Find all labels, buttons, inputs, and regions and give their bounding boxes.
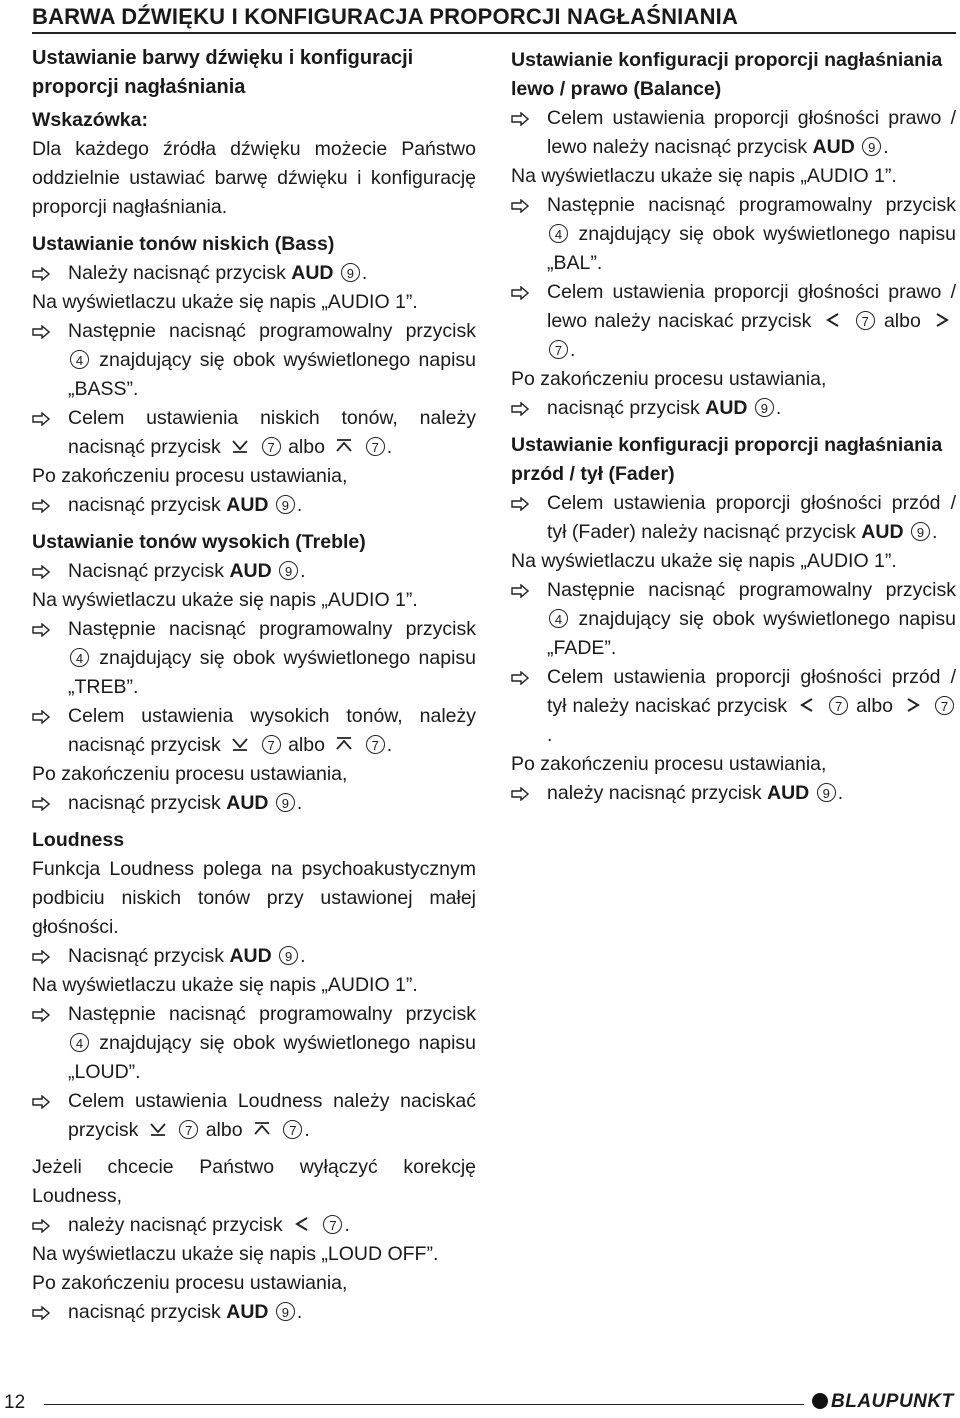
loudness-step-5: nacisnąć przycisk AUD 9 .	[32, 1298, 476, 1327]
treble-heading: Ustawianie tonów wysokich (Treble)	[32, 531, 366, 553]
loudness-desc: Funkcja Loudness polega na psychoakustycznym podbiciu niskich tonów przy ustawionej małej głośności.	[32, 858, 476, 938]
arrow-right-icon	[511, 584, 529, 598]
right-key-icon	[903, 693, 923, 709]
brand-dot-icon	[812, 1393, 828, 1409]
bass-step-4: nacisnąć przycisk AUD 9 .	[32, 491, 476, 520]
loudness-step-4: należy nacisnąć przycisk 7 .	[32, 1211, 476, 1240]
aud-key: AUD	[226, 792, 269, 814]
bass-step-1: Należy nacisnąć przycisk AUD 9 .	[32, 259, 476, 288]
display-text: Na wyświetlaczu ukaże się napis „AUDIO 1”.	[32, 974, 418, 996]
down-key-icon	[148, 1117, 168, 1133]
section-heading: Ustawianie barwy dźwięku i konfiguracji proporcji nagłaśniania	[32, 47, 414, 98]
up-key-icon	[334, 434, 354, 450]
display-text: Na wyświetlaczu ukaże się napis „AUDIO 1”.	[32, 291, 418, 313]
aud-key: AUD	[291, 262, 334, 284]
brand-logo	[812, 1391, 954, 1413]
fader-step-1: Celem ustawienia proporcji głośności przód / tył (Fader) należy nacisnąć przycisk AUD 9 .	[511, 489, 956, 547]
arrow-right-icon	[32, 623, 50, 637]
arrow-right-icon	[511, 112, 529, 126]
aud-key: AUD	[812, 136, 855, 158]
key-number-7: 7	[549, 340, 568, 359]
aud-key: AUD	[226, 494, 269, 516]
loudness-step-1: Nacisnąć przycisk AUD 9 .	[32, 942, 476, 971]
arrow-right-icon	[32, 412, 50, 426]
arrow-right-icon	[32, 1008, 50, 1022]
after-text: Po zakończeniu procesu ustawiania,	[32, 465, 348, 487]
arrow-right-icon	[32, 325, 50, 339]
arrow-right-icon	[32, 1306, 50, 1320]
left-key-icon	[797, 693, 817, 709]
arrow-right-icon	[32, 1219, 50, 1233]
up-key-icon	[334, 732, 354, 748]
treble-step-3: Celem ustawienia wysokich tonów, należy nacisnąć przycisk 7 albo 7 .	[32, 702, 476, 760]
key-number-4: 4	[549, 609, 568, 628]
key-number-9: 9	[755, 398, 774, 417]
aud-key: AUD	[705, 397, 748, 419]
arrow-right-icon	[32, 267, 50, 281]
fader-heading: Ustawianie konfiguracji proporcji nagłaśniania przód / tył (Fader)	[511, 434, 943, 485]
key-number-7: 7	[283, 1120, 302, 1139]
balance-step-2: Następnie nacisnąć programowalny przycisk 4 znajdujący się obok wyświetlonego napisu „BAL”.	[511, 191, 956, 278]
treble-step-2: Następnie nacisnąć programowalny przycisk 4 znajdujący się obok wyświetlonego napisu „TREB”.	[32, 615, 476, 702]
arrow-right-icon	[511, 199, 529, 213]
down-key-icon	[230, 434, 250, 450]
key-number-9: 9	[276, 793, 295, 812]
key-number-7: 7	[262, 735, 281, 754]
arrow-right-icon	[32, 1095, 50, 1109]
up-key-icon	[252, 1117, 272, 1133]
balance-step-3: Celem ustawienia proporcji głośności prawo / lewo należy naciskać przycisk 7 albo 7 .	[511, 278, 956, 365]
balance-heading: Ustawianie konfiguracji proporcji nagłaśniania lewo / prawo (Balance)	[511, 49, 943, 100]
aud-key: AUD	[861, 521, 904, 543]
arrow-right-icon	[32, 950, 50, 964]
aud-key: AUD	[226, 1301, 269, 1323]
key-number-4: 4	[70, 648, 89, 667]
arrow-right-icon	[32, 565, 50, 579]
page-title: BARWA DŹWIĘKU I KONFIGURACJA PROPORCJI NAGŁAŚNIANIA	[32, 4, 739, 29]
fader-step-4: należy nacisnąć przycisk AUD 9 .	[511, 779, 956, 808]
arrow-right-icon	[32, 797, 50, 811]
key-number-9: 9	[341, 263, 360, 282]
loudness-off-text: Jeżeli chcecie Państwo wyłączyć korekcję Loudness,	[32, 1156, 476, 1207]
after-text: Po zakończeniu procesu ustawiania,	[511, 753, 827, 775]
arrow-right-icon	[511, 787, 529, 801]
left-column	[32, 44, 476, 1327]
key-number-4: 4	[70, 1033, 89, 1052]
arrow-right-icon	[511, 286, 529, 300]
bass-heading: Ustawianie tonów niskich (Bass)	[32, 233, 335, 255]
fader-step-3: Celem ustawienia proporcji głośności przód / tył należy naciskać przycisk 7 albo 7.	[511, 663, 956, 750]
key-number-4: 4	[549, 224, 568, 243]
arrow-right-icon	[511, 671, 529, 685]
key-number-7: 7	[179, 1120, 198, 1139]
after-text: Po zakończeniu procesu ustawiania,	[32, 1272, 348, 1294]
balance-step-1: Celem ustawienia proporcji głośności prawo / lewo należy nacisnąć przycisk AUD 9 .	[511, 104, 956, 162]
aud-key: AUD	[229, 945, 272, 967]
display-text: Na wyświetlaczu ukaże się napis „AUDIO 1”.	[511, 165, 897, 187]
key-number-7: 7	[935, 696, 954, 715]
arrow-right-icon	[511, 497, 529, 511]
after-text: Po zakończeniu procesu ustawiania,	[32, 763, 348, 785]
arrow-right-icon	[511, 402, 529, 416]
key-number-9: 9	[279, 561, 298, 580]
display-text: Na wyświetlaczu ukaże się napis „AUDIO 1”.	[511, 550, 897, 572]
key-number-9: 9	[279, 946, 298, 965]
display-off-text: Na wyświetlaczu ukaże się napis „LOUD OFF”.	[32, 1243, 439, 1265]
key-number-9: 9	[276, 495, 295, 514]
footer-divider	[44, 1404, 804, 1405]
key-number-7: 7	[829, 696, 848, 715]
key-number-7: 7	[856, 311, 875, 330]
note-label: Wskazówka:	[32, 109, 148, 131]
key-number-9: 9	[862, 137, 881, 156]
aud-key: AUD	[767, 782, 810, 804]
right-column	[511, 44, 956, 808]
key-number-7: 7	[366, 735, 385, 754]
treble-step-1: Nacisnąć przycisk AUD 9 .	[32, 557, 476, 586]
page-number: 12	[4, 1392, 26, 1413]
right-key-icon	[932, 308, 952, 324]
bass-step-2: Następnie nacisnąć programowalny przycisk 4 znajdujący się obok wyświetlonego napisu „BASS”.	[32, 317, 476, 404]
loudness-step-2: Następnie nacisnąć programowalny przycisk 4 znajdujący się obok wyświetlonego napisu „LOUD”.	[32, 1000, 476, 1087]
bass-step-3: Celem ustawienia niskich tonów, należy nacisnąć przycisk 7 albo 7 .	[32, 404, 476, 462]
key-number-7: 7	[366, 437, 385, 456]
key-number-9: 9	[911, 522, 930, 541]
display-text: Na wyświetlaczu ukaże się napis „AUDIO 1”.	[32, 589, 418, 611]
aud-key: AUD	[229, 560, 272, 582]
brand-name: BLAUPUNKT	[831, 1391, 954, 1412]
key-number-9: 9	[276, 1302, 295, 1321]
treble-step-4: nacisnąć przycisk AUD 9 .	[32, 789, 476, 818]
key-number-9: 9	[817, 783, 836, 802]
fader-step-2: Następnie nacisnąć programowalny przycisk 4 znajdujący się obok wyświetlonego napisu „FADE”.	[511, 576, 956, 663]
key-number-7: 7	[323, 1215, 342, 1234]
loudness-step-3: Celem ustawienia Loudness należy naciskać przycisk 7 albo 7 .	[32, 1087, 476, 1145]
arrow-right-icon	[32, 710, 50, 724]
left-key-icon	[292, 1212, 312, 1228]
header	[32, 0, 956, 34]
key-number-7: 7	[262, 437, 281, 456]
arrow-right-icon	[32, 499, 50, 513]
note-text: Dla każdego źródła dźwięku możecie Państwo oddzielnie ustawiać barwę dźwięku i konfigurację proporcji nagłaśniania.	[32, 138, 476, 218]
key-number-4: 4	[70, 350, 89, 369]
down-key-icon	[230, 732, 250, 748]
balance-step-4: nacisnąć przycisk AUD 9 .	[511, 394, 956, 423]
loudness-heading: Loudness	[32, 829, 125, 851]
after-text: Po zakończeniu procesu ustawiania,	[511, 368, 827, 390]
left-key-icon	[823, 308, 843, 324]
